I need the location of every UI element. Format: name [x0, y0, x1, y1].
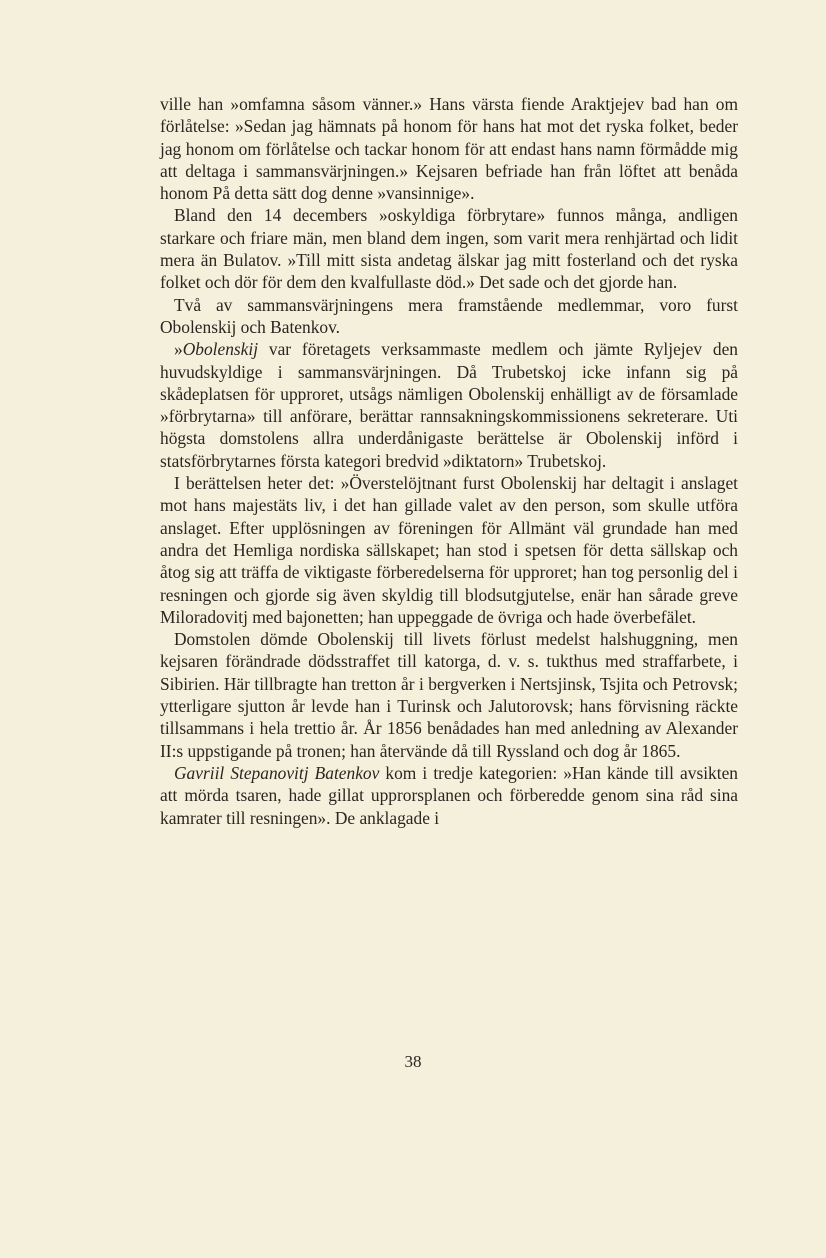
- name-batenkov: Gavriil Stepanovitj Batenkov: [174, 762, 380, 783]
- page-number: 38: [404, 1052, 422, 1071]
- paragraph-6: Domstolen dömde Obolenskij till livets förlust medelst halshuggning, men kejsaren förändrade dödsstraffet till katorga, d. v. s. tukthus med straffarbete, i Sibirien. Här tillbragte han tretton år i bergverken i Nertsjinsk, Tsjita och Petrovsk; ytterligare sjutton år levde han i Turinsk och Jalutorovsk; hans förvisning räckte tillsammans i hela trettio år. År 1856 benådades han med anledning av Alexander II:s uppstigande på tronen; han återvände då till Ryssland och dog år 1865.: [160, 629, 738, 761]
- paragraph-7-rest: kom i tredje kategorien: »Han kände till avsikten att mörda tsaren, hade gillat upprorsplanen och förberedde genom sina råd sina kamrater till resningen». De anklagade i: [160, 762, 738, 828]
- paragraph-4-lead: »: [174, 339, 183, 360]
- paragraph-1: ville han »omfamna såsom vänner.» Hans värsta fiende Araktjejev bad han om förlåtelse: »Sedan jag hämnats på honom för hans hat mot det ryska folket, beder jag honom om förlåtelse och tackar honom för att endast hans namn förmådde mig att deltaga i sammansvärjningen.» Kejsaren befriade han från löftet att benåda honom På detta sätt dog denne »vansinnige».: [160, 94, 738, 204]
- body-text: [160, 93, 738, 829]
- paragraph-3: Två av sammansvärjningens mera framstående medlemmar, voro furst Obolenskij och Batenkov.: [160, 294, 738, 337]
- paragraph-5: I berättelsen heter det: »Överstelöjtnant furst Obolenskij har deltagit i anslaget mot hans majestäts liv, i det han gillade valet av den person, som skulle utföra anslaget. Efter upplösningen av föreningen för Allmänt väl grundade han med andra det Hemliga nordiska sällskapet; han stod i spetsen för detta sällskap och åtog sig att träffa de viktigaste förberedelserna för upproret; han tog personlig del i resningen och gjorde sig även skyldig till blodsutgjutelse, enär han sårade greve Miloradovitj med bajonetten; han uppeggade de övriga och hade överbefälet.: [160, 473, 738, 627]
- paragraph-2: Bland den 14 decembers »oskyldiga förbrytare» funnos många, andligen starkare och friare män, men bland dem ingen, som varit mera renhjärtad och lidit mera än Bulatov. »Till mitt sista andetag älskar jag mitt fosterland och det ryska folket och dör för dem den kvalfullaste död.» Det sade och det gjorde han.: [160, 205, 738, 293]
- name-obolenskij: Obolenskij: [182, 339, 259, 360]
- paragraph-7: [160, 762, 738, 829]
- paragraph-4-rest: var företagets verksammaste medlem och jämte Ryljejev den huvudskyldige i sammansvärjningen. Då Trubetskoj icke infann sig på skådeplatsen för upproret, utsågs nämligen Obolenskij enhälligt av de församlade »förbrytarna» till anförare, berättar rannsakningskommissionens sekreterare. Uti högsta domstolens allra underdånigaste berättelse är Obolenskij införd i statsförbrytarnes första kategori bredvid »diktatorn» Trubetskoj.: [160, 339, 738, 471]
- paragraph-4: [160, 338, 738, 472]
